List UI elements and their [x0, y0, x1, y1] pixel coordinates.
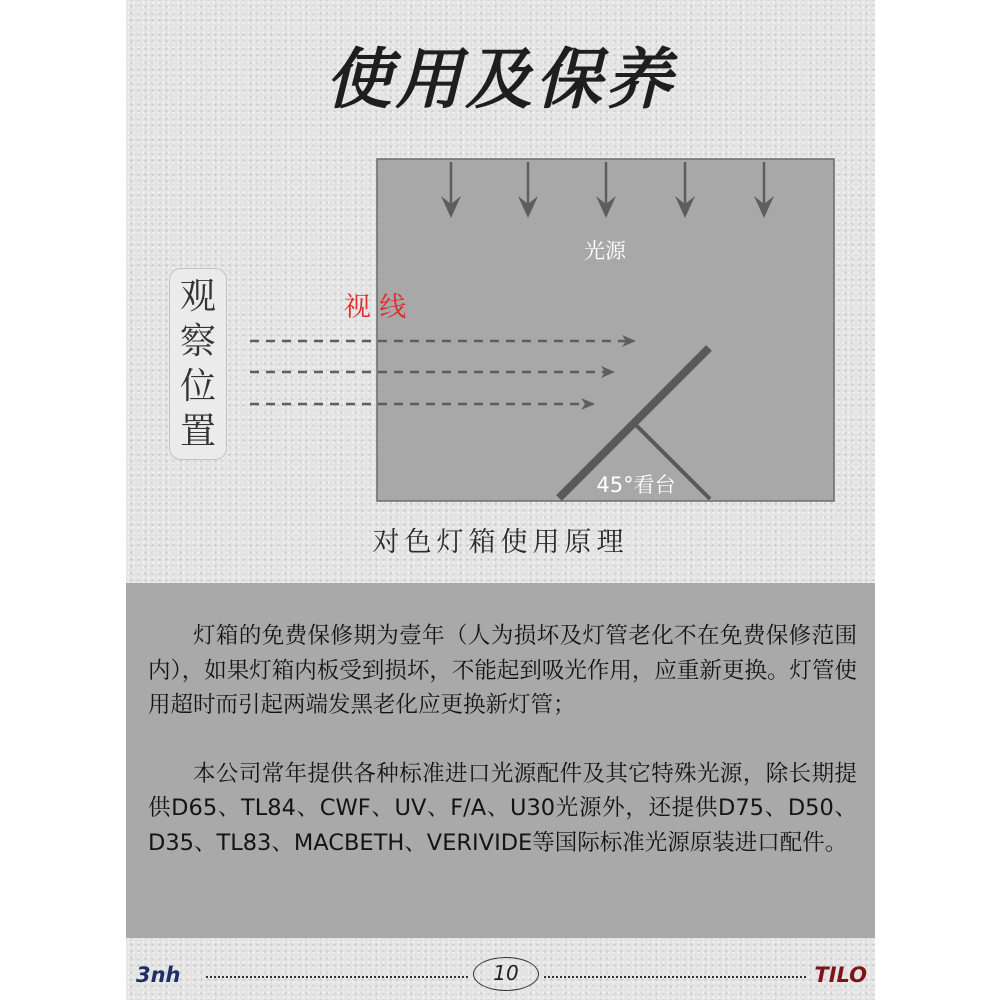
observation-position-char: 观: [179, 276, 216, 317]
brand-logo-3nh: 3nh: [136, 963, 181, 987]
manual-page: [126, 0, 875, 1000]
page-footer: [126, 955, 875, 995]
brand-logo-tilo: TILO: [814, 963, 867, 987]
footer-divider: [206, 976, 468, 978]
diagram-caption: 对色灯箱使用原理: [372, 527, 629, 558]
sight-line-label: 视 线: [343, 292, 407, 323]
page-number: 10: [473, 957, 539, 991]
light-box-diagram: [126, 0, 875, 520]
warranty-paragraph: 灯箱的免费保修期为壹年（人为损坏及灯管老化不在免费保修范围内），如果灯箱内板受到损坏，不能起到吸光作用，应重新更换。灯管使用超时而引起两端发黑老化应更换新灯管；: [148, 623, 857, 718]
stage-label: 45°看台: [596, 473, 676, 497]
page-title: 使用及保养: [325, 41, 676, 118]
light-source-label: 光源: [584, 239, 626, 263]
observation-position-char: 位: [179, 366, 216, 407]
observation-position-box: [169, 268, 227, 460]
footer-divider: [544, 976, 806, 978]
parts-paragraph: 本公司常年提供各种标准进口光源配件及其它特殊光源，除长期提供D65、TL84、CWF、UV、F/A、U30光源外，还提供D75、D50、D35、TL83、MACBETH、VERIVIDE等国际标准光源原装进口配件。: [148, 760, 857, 856]
observation-position-char: 置: [179, 411, 216, 452]
observation-position-char: 察: [179, 321, 216, 362]
warranty-info-panel: [126, 583, 875, 938]
